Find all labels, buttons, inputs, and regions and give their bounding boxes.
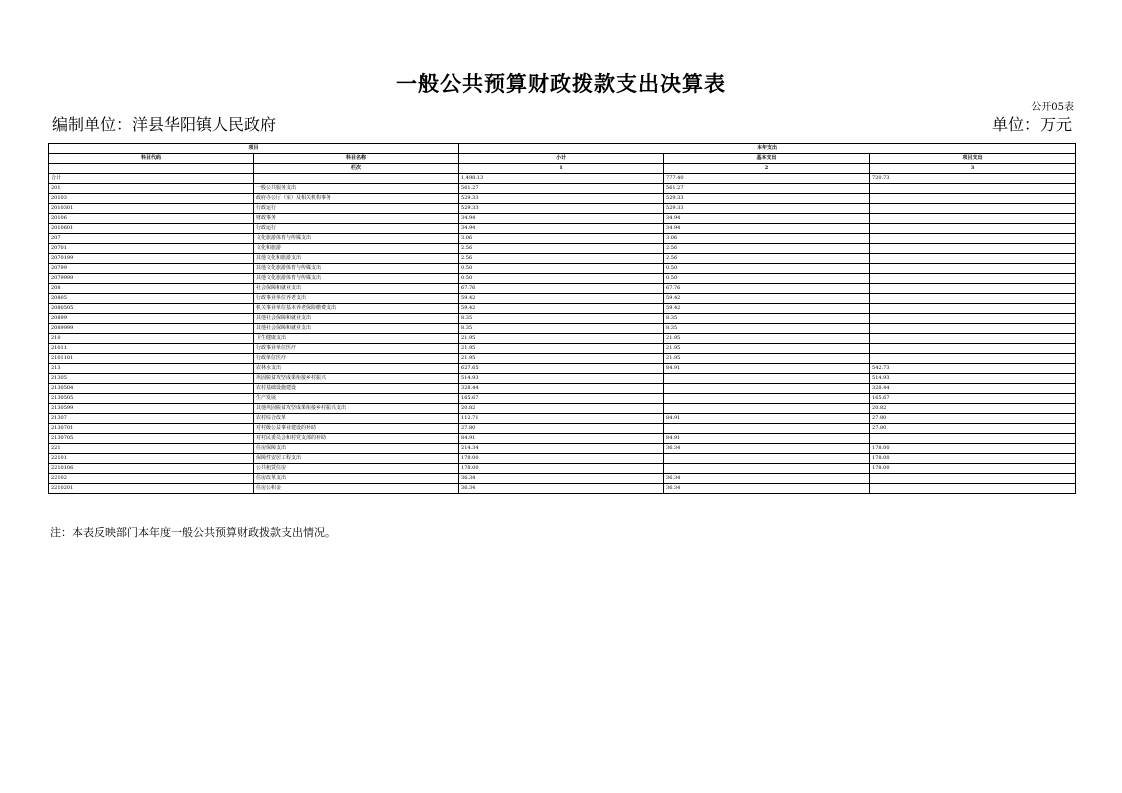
form-number: 公开05表 [1031, 102, 1074, 113]
cell-basic: 8.35 [664, 314, 870, 324]
cell-total: 67.76 [459, 284, 664, 294]
cell-basic: 34.94 [664, 224, 870, 234]
cell-project [870, 354, 1076, 364]
cell-code: 20701 [49, 244, 254, 254]
cell-name: 其他巩固脱贫攻坚成果衔接乡村振兴支出 [254, 404, 459, 414]
cell-total: 8.35 [459, 324, 664, 334]
cell-code: 2079999 [49, 274, 254, 284]
cell-total: 20.82 [459, 404, 664, 414]
cell-total: 27.80 [459, 424, 664, 434]
cell-basic: 529.33 [664, 194, 870, 204]
cell-code: 20103 [49, 194, 254, 204]
cell-name: 其他文化和旅游支出 [254, 254, 459, 264]
cell-total: 165.67 [459, 394, 664, 404]
cell-name: 社会保障和就业支出 [254, 284, 459, 294]
cell-code: 20805 [49, 294, 254, 304]
footnote: 注：本表反映部门本年度一般公共预算财政拨款支出情况。 [50, 526, 336, 539]
cell-basic: 84.91 [664, 434, 870, 444]
table-row [49, 314, 1076, 324]
table-row [49, 324, 1076, 334]
cell-name: 行政运行 [254, 204, 459, 214]
table-row [49, 304, 1076, 314]
cell-project: 27.80 [870, 414, 1076, 424]
cell-code: 21011 [49, 344, 254, 354]
cell-code: 2010601 [49, 224, 254, 234]
cell-project [870, 234, 1076, 244]
table-row [49, 404, 1076, 414]
cell-basic: 59.42 [664, 294, 870, 304]
cell-name: 卫生健康支出 [254, 334, 459, 344]
table-row [49, 194, 1076, 204]
cell-name: 农村基础设施建设 [254, 384, 459, 394]
header-col3: 3 [870, 164, 1076, 174]
cell-basic: 84.91 [664, 364, 870, 374]
cell-name: 行政运行 [254, 224, 459, 234]
table-row [49, 214, 1076, 224]
cell-total: 627.65 [459, 364, 664, 374]
header-name: 科目名称 [254, 154, 459, 164]
cell-basic: 0.50 [664, 264, 870, 274]
cell-name: 保障性安居工程支出 [254, 454, 459, 464]
cell-code: 201 [49, 184, 254, 194]
cell-code: 213 [49, 364, 254, 374]
cell-code: 2080505 [49, 304, 254, 314]
cell-basic [664, 464, 870, 474]
cell-project: 328.44 [870, 384, 1076, 394]
table-row [49, 384, 1076, 394]
cell-project: 514.93 [870, 374, 1076, 384]
table-row [49, 184, 1076, 194]
cell-code: 2010301 [49, 204, 254, 214]
cell-basic: 59.42 [664, 304, 870, 314]
table-row [49, 474, 1076, 484]
cell-basic [664, 424, 870, 434]
header-basic: 基本支出 [664, 154, 870, 164]
cell-code: 21305 [49, 374, 254, 384]
table-row [49, 394, 1076, 404]
cell-total: 178.00 [459, 454, 664, 464]
cell-total: 0.50 [459, 274, 664, 284]
cell-project [870, 434, 1076, 444]
cell-code: 22101 [49, 454, 254, 464]
cell-basic: 21.95 [664, 344, 870, 354]
table-row [49, 224, 1076, 234]
cell-code: 207 [49, 234, 254, 244]
cell-code: 2130504 [49, 384, 254, 394]
cell-basic [664, 374, 870, 384]
cell-name: 文化旅游体育与传媒支出 [254, 234, 459, 244]
table-row [49, 424, 1076, 434]
cell-total: 178.00 [459, 464, 664, 474]
cell-code: 208 [49, 284, 254, 294]
compiling-unit: 编制单位：洋县华阳镇人民政府 [52, 115, 277, 134]
cell-basic: 561.27 [664, 184, 870, 194]
cell-basic: 2.56 [664, 254, 870, 264]
cell-project [870, 284, 1076, 294]
header-subtotal: 小计 [459, 154, 664, 164]
cell-basic [664, 454, 870, 464]
cell-code: 2210201 [49, 484, 254, 494]
cell-code: 210 [49, 334, 254, 344]
cell-name: 对村民委员会和村党支部的补助 [254, 434, 459, 444]
cell-name [254, 174, 459, 184]
cell-project [870, 214, 1076, 224]
cell-basic [664, 384, 870, 394]
cell-name: 机关事业单位基本养老保险缴费支出 [254, 304, 459, 314]
cell-total: 3.06 [459, 234, 664, 244]
cell-name: 对村级公益事业建设的补助 [254, 424, 459, 434]
cell-total: 214.34 [459, 444, 664, 454]
cell-name: 巩固脱贫攻坚成果衔接乡村振兴 [254, 374, 459, 384]
header-col2: 2 [664, 164, 870, 174]
cell-name: 农村综合改革 [254, 414, 459, 424]
table-row [49, 364, 1076, 374]
cell-project [870, 244, 1076, 254]
cell-code: 20899 [49, 314, 254, 324]
cell-project: 27.80 [870, 424, 1076, 434]
cell-project [870, 294, 1076, 304]
cell-total: 21.95 [459, 344, 664, 354]
cell-basic [664, 404, 870, 414]
cell-name: 政府办公厅（室）及相关机构事务 [254, 194, 459, 204]
expenditure-table [48, 143, 1076, 494]
cell-project [870, 184, 1076, 194]
cell-total: 36.34 [459, 474, 664, 484]
cell-basic: 34.94 [664, 214, 870, 224]
cell-total: 529.33 [459, 194, 664, 204]
header-col1: 1 [459, 164, 664, 174]
cell-total: 21.95 [459, 334, 664, 344]
cell-basic: 36.34 [664, 474, 870, 484]
header-lanci: 栏次 [254, 164, 459, 174]
cell-basic: 36.34 [664, 484, 870, 494]
cell-name: 其他文化旅游体育与传媒支出 [254, 274, 459, 284]
cell-name: 行政单位医疗 [254, 354, 459, 364]
cell-name: 住房保障支出 [254, 444, 459, 454]
cell-total: 514.93 [459, 374, 664, 384]
cell-code: 2089999 [49, 324, 254, 334]
cell-name: 农林水支出 [254, 364, 459, 374]
cell-total: 0.50 [459, 264, 664, 274]
table-row [49, 414, 1076, 424]
cell-total: 328.44 [459, 384, 664, 394]
cell-basic: 84.91 [664, 414, 870, 424]
table-row [49, 284, 1076, 294]
cell-total: 59.42 [459, 304, 664, 314]
table-row [49, 434, 1076, 444]
page-title: 一般公共预算财政拨款支出决算表 [396, 71, 726, 96]
cell-project: 720.73 [870, 174, 1076, 184]
table-row [49, 464, 1076, 474]
cell-project: 178.00 [870, 444, 1076, 454]
cell-basic: 529.33 [664, 204, 870, 214]
header-code: 科目代码 [49, 154, 254, 164]
cell-project: 165.67 [870, 394, 1076, 404]
table-row [49, 244, 1076, 254]
cell-project: 178.00 [870, 454, 1076, 464]
cell-name: 文化和旅游 [254, 244, 459, 254]
cell-code: 20106 [49, 214, 254, 224]
cell-name: 财政事务 [254, 214, 459, 224]
cell-project [870, 224, 1076, 234]
cell-total: 112.71 [459, 414, 664, 424]
cell-code: 2101101 [49, 354, 254, 364]
cell-basic: 21.95 [664, 334, 870, 344]
header-blank [49, 164, 254, 174]
cell-code: 2130599 [49, 404, 254, 414]
header-project: 项目 [49, 144, 459, 154]
currency-unit: 单位：万元 [991, 115, 1072, 134]
cell-name: 一般公共服务支出 [254, 184, 459, 194]
cell-name: 住房改革支出 [254, 474, 459, 484]
cell-project [870, 324, 1076, 334]
cell-code: 2130505 [49, 394, 254, 404]
cell-total: 529.33 [459, 204, 664, 214]
table-row [49, 354, 1076, 364]
header-current-year: 本年支出 [459, 144, 1076, 154]
cell-basic: 8.35 [664, 324, 870, 334]
table-row [49, 484, 1076, 494]
table-row [49, 274, 1076, 284]
cell-code: 221 [49, 444, 254, 454]
cell-total: 8.35 [459, 314, 664, 324]
cell-basic: 21.95 [664, 354, 870, 364]
cell-project [870, 194, 1076, 204]
table-row [49, 344, 1076, 354]
cell-total: 84.91 [459, 434, 664, 444]
cell-basic: 0.50 [664, 274, 870, 284]
cell-code: 2070199 [49, 254, 254, 264]
table-row [49, 334, 1076, 344]
cell-project [870, 204, 1076, 214]
table-row [49, 204, 1076, 214]
cell-project [870, 474, 1076, 484]
cell-basic: 2.56 [664, 244, 870, 254]
cell-total: 34.94 [459, 214, 664, 224]
cell-project [870, 344, 1076, 354]
cell-project: 178.00 [870, 464, 1076, 474]
table-row [49, 174, 1076, 184]
table-row [49, 444, 1076, 454]
cell-total: 59.42 [459, 294, 664, 304]
cell-name: 行政事业单位养老支出 [254, 294, 459, 304]
table-row [49, 454, 1076, 464]
cell-project: 542.73 [870, 364, 1076, 374]
cell-code: 2130701 [49, 424, 254, 434]
table-row [49, 234, 1076, 244]
cell-name: 其他社会保障和就业支出 [254, 314, 459, 324]
table-row [49, 294, 1076, 304]
cell-code: 22102 [49, 474, 254, 484]
cell-basic [664, 394, 870, 404]
cell-name: 行政事业单位医疗 [254, 344, 459, 354]
header-project-expense: 项目支出 [870, 154, 1076, 164]
cell-code: 21307 [49, 414, 254, 424]
cell-code: 2130705 [49, 434, 254, 444]
cell-total: 36.34 [459, 484, 664, 494]
cell-name: 其他社会保障和就业支出 [254, 324, 459, 334]
table-body [49, 174, 1076, 494]
cell-project [870, 304, 1076, 314]
cell-total: 2.56 [459, 244, 664, 254]
cell-project [870, 264, 1076, 274]
cell-project [870, 314, 1076, 324]
cell-total: 2.56 [459, 254, 664, 264]
cell-total: 1,498.13 [459, 174, 664, 184]
cell-project [870, 274, 1076, 284]
cell-project [870, 254, 1076, 264]
cell-name: 住房公积金 [254, 484, 459, 494]
cell-name: 生产发展 [254, 394, 459, 404]
cell-basic: 777.40 [664, 174, 870, 184]
table-row [49, 264, 1076, 274]
table-row [49, 374, 1076, 384]
cell-basic: 3.06 [664, 234, 870, 244]
cell-project: 20.82 [870, 404, 1076, 414]
cell-name: 公共租赁住房 [254, 464, 459, 474]
table-row [49, 254, 1076, 264]
cell-basic: 36.34 [664, 444, 870, 454]
cell-code: 2210106 [49, 464, 254, 474]
cell-code: 20799 [49, 264, 254, 274]
cell-name: 其他文化旅游体育与传媒支出 [254, 264, 459, 274]
cell-project [870, 334, 1076, 344]
cell-project [870, 484, 1076, 494]
cell-total: 34.94 [459, 224, 664, 234]
cell-code: 合计 [49, 174, 254, 184]
cell-basic: 67.76 [664, 284, 870, 294]
cell-total: 561.27 [459, 184, 664, 194]
cell-total: 21.95 [459, 354, 664, 364]
